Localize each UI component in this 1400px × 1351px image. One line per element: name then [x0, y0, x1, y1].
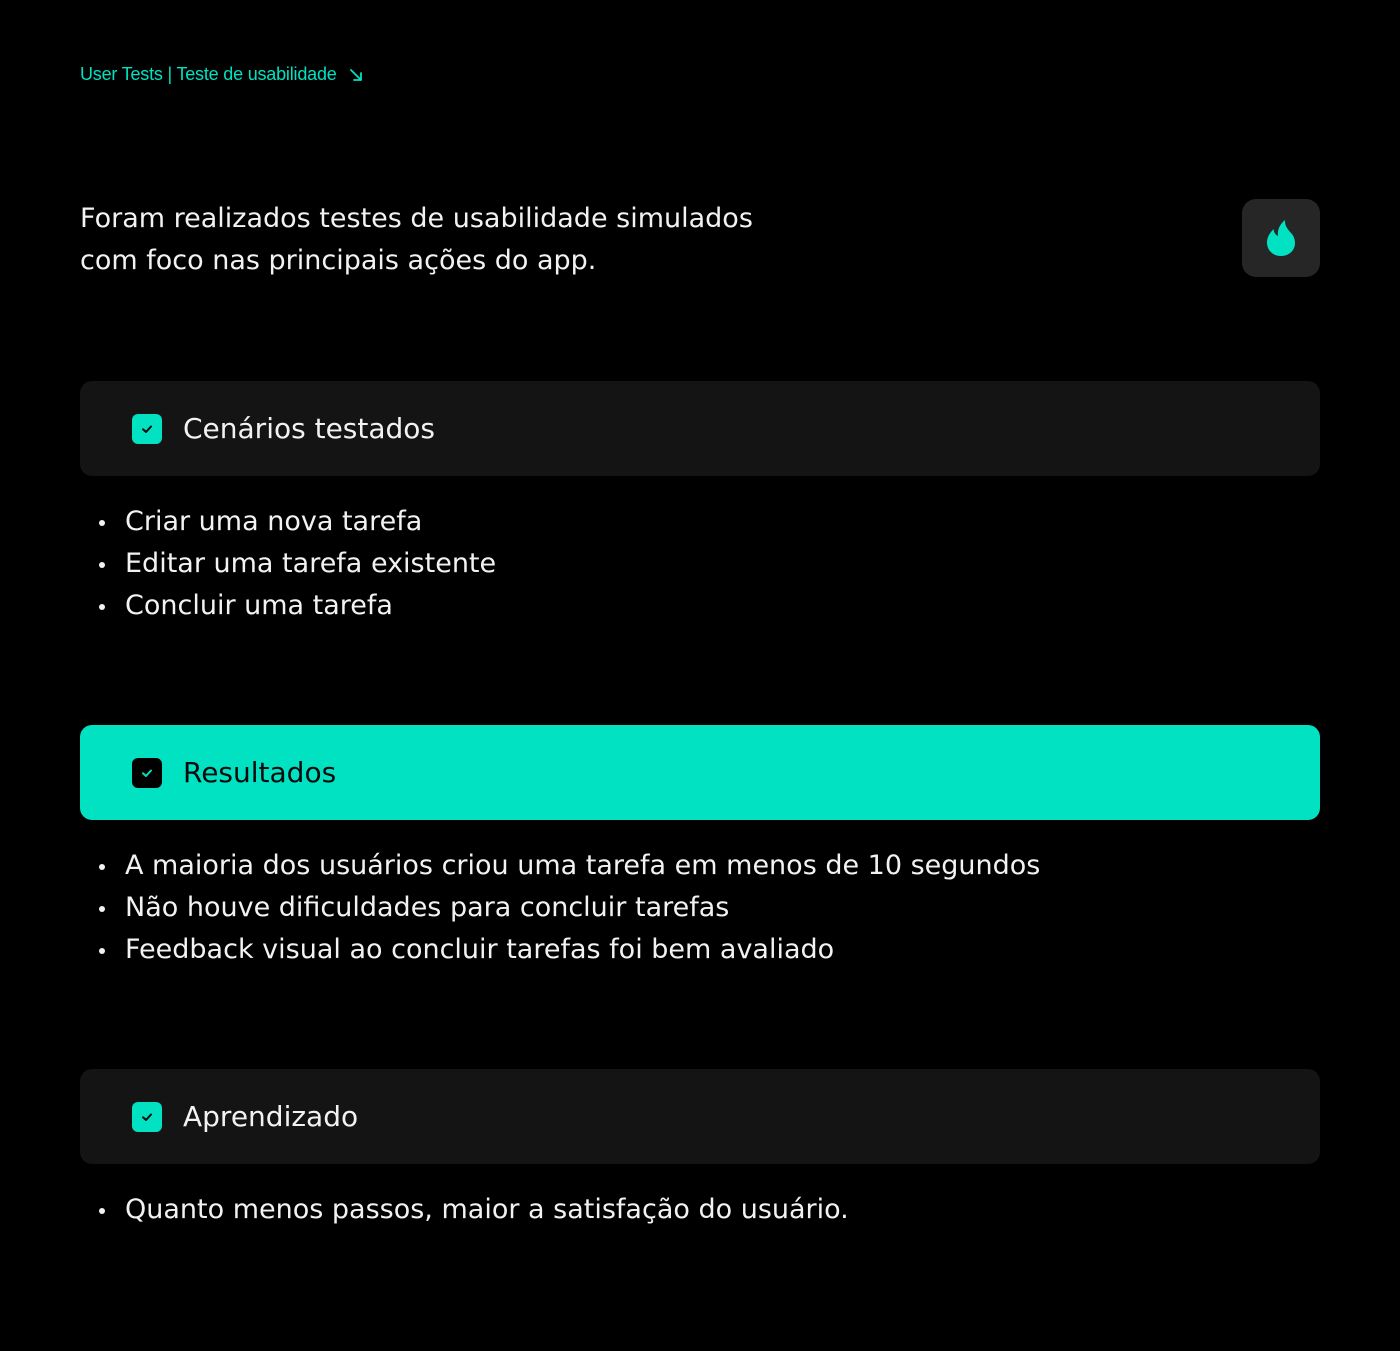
- app-icon: [1242, 199, 1320, 277]
- section-title: Resultados: [183, 756, 337, 789]
- intro-line-2: com foco nas principais ações do app.: [80, 245, 597, 276]
- section-header-aprendizado[interactable]: [80, 1069, 1320, 1164]
- arrow-down-right-icon: [349, 68, 363, 82]
- scenarios-list: [96, 501, 496, 627]
- results-list: [96, 845, 1040, 971]
- section-title: Cenários testados: [183, 412, 436, 445]
- learning-list: [96, 1189, 849, 1231]
- breadcrumb[interactable]: [80, 64, 363, 85]
- list-item: Feedback visual ao concluir tarefas foi bem avaliado: [96, 929, 1040, 971]
- checkbox-checked-icon[interactable]: [132, 1102, 162, 1132]
- list-item: Quanto menos passos, maior a satisfação do usuário.: [96, 1189, 849, 1231]
- breadcrumb-label: User Tests | Teste de usabilidade: [80, 64, 337, 84]
- intro-line-1: Foram realizados testes de usabilidade simulados: [80, 203, 753, 234]
- section-header-cenarios[interactable]: [80, 381, 1320, 476]
- checkbox-checked-icon[interactable]: [132, 758, 162, 788]
- list-item: Editar uma tarefa existente: [96, 543, 496, 585]
- list-item: Não houve dificuldades para concluir tarefas: [96, 887, 1040, 929]
- list-item: Concluir uma tarefa: [96, 585, 496, 627]
- section-header-resultados[interactable]: [80, 725, 1320, 820]
- list-item: A maioria dos usuários criou uma tarefa em menos de 10 segundos: [96, 845, 1040, 887]
- list-item: Criar uma nova tarefa: [96, 501, 496, 543]
- flame-icon: [1266, 219, 1296, 257]
- checkbox-checked-icon[interactable]: [132, 414, 162, 444]
- section-title: Aprendizado: [183, 1100, 359, 1133]
- intro-text: [80, 198, 980, 282]
